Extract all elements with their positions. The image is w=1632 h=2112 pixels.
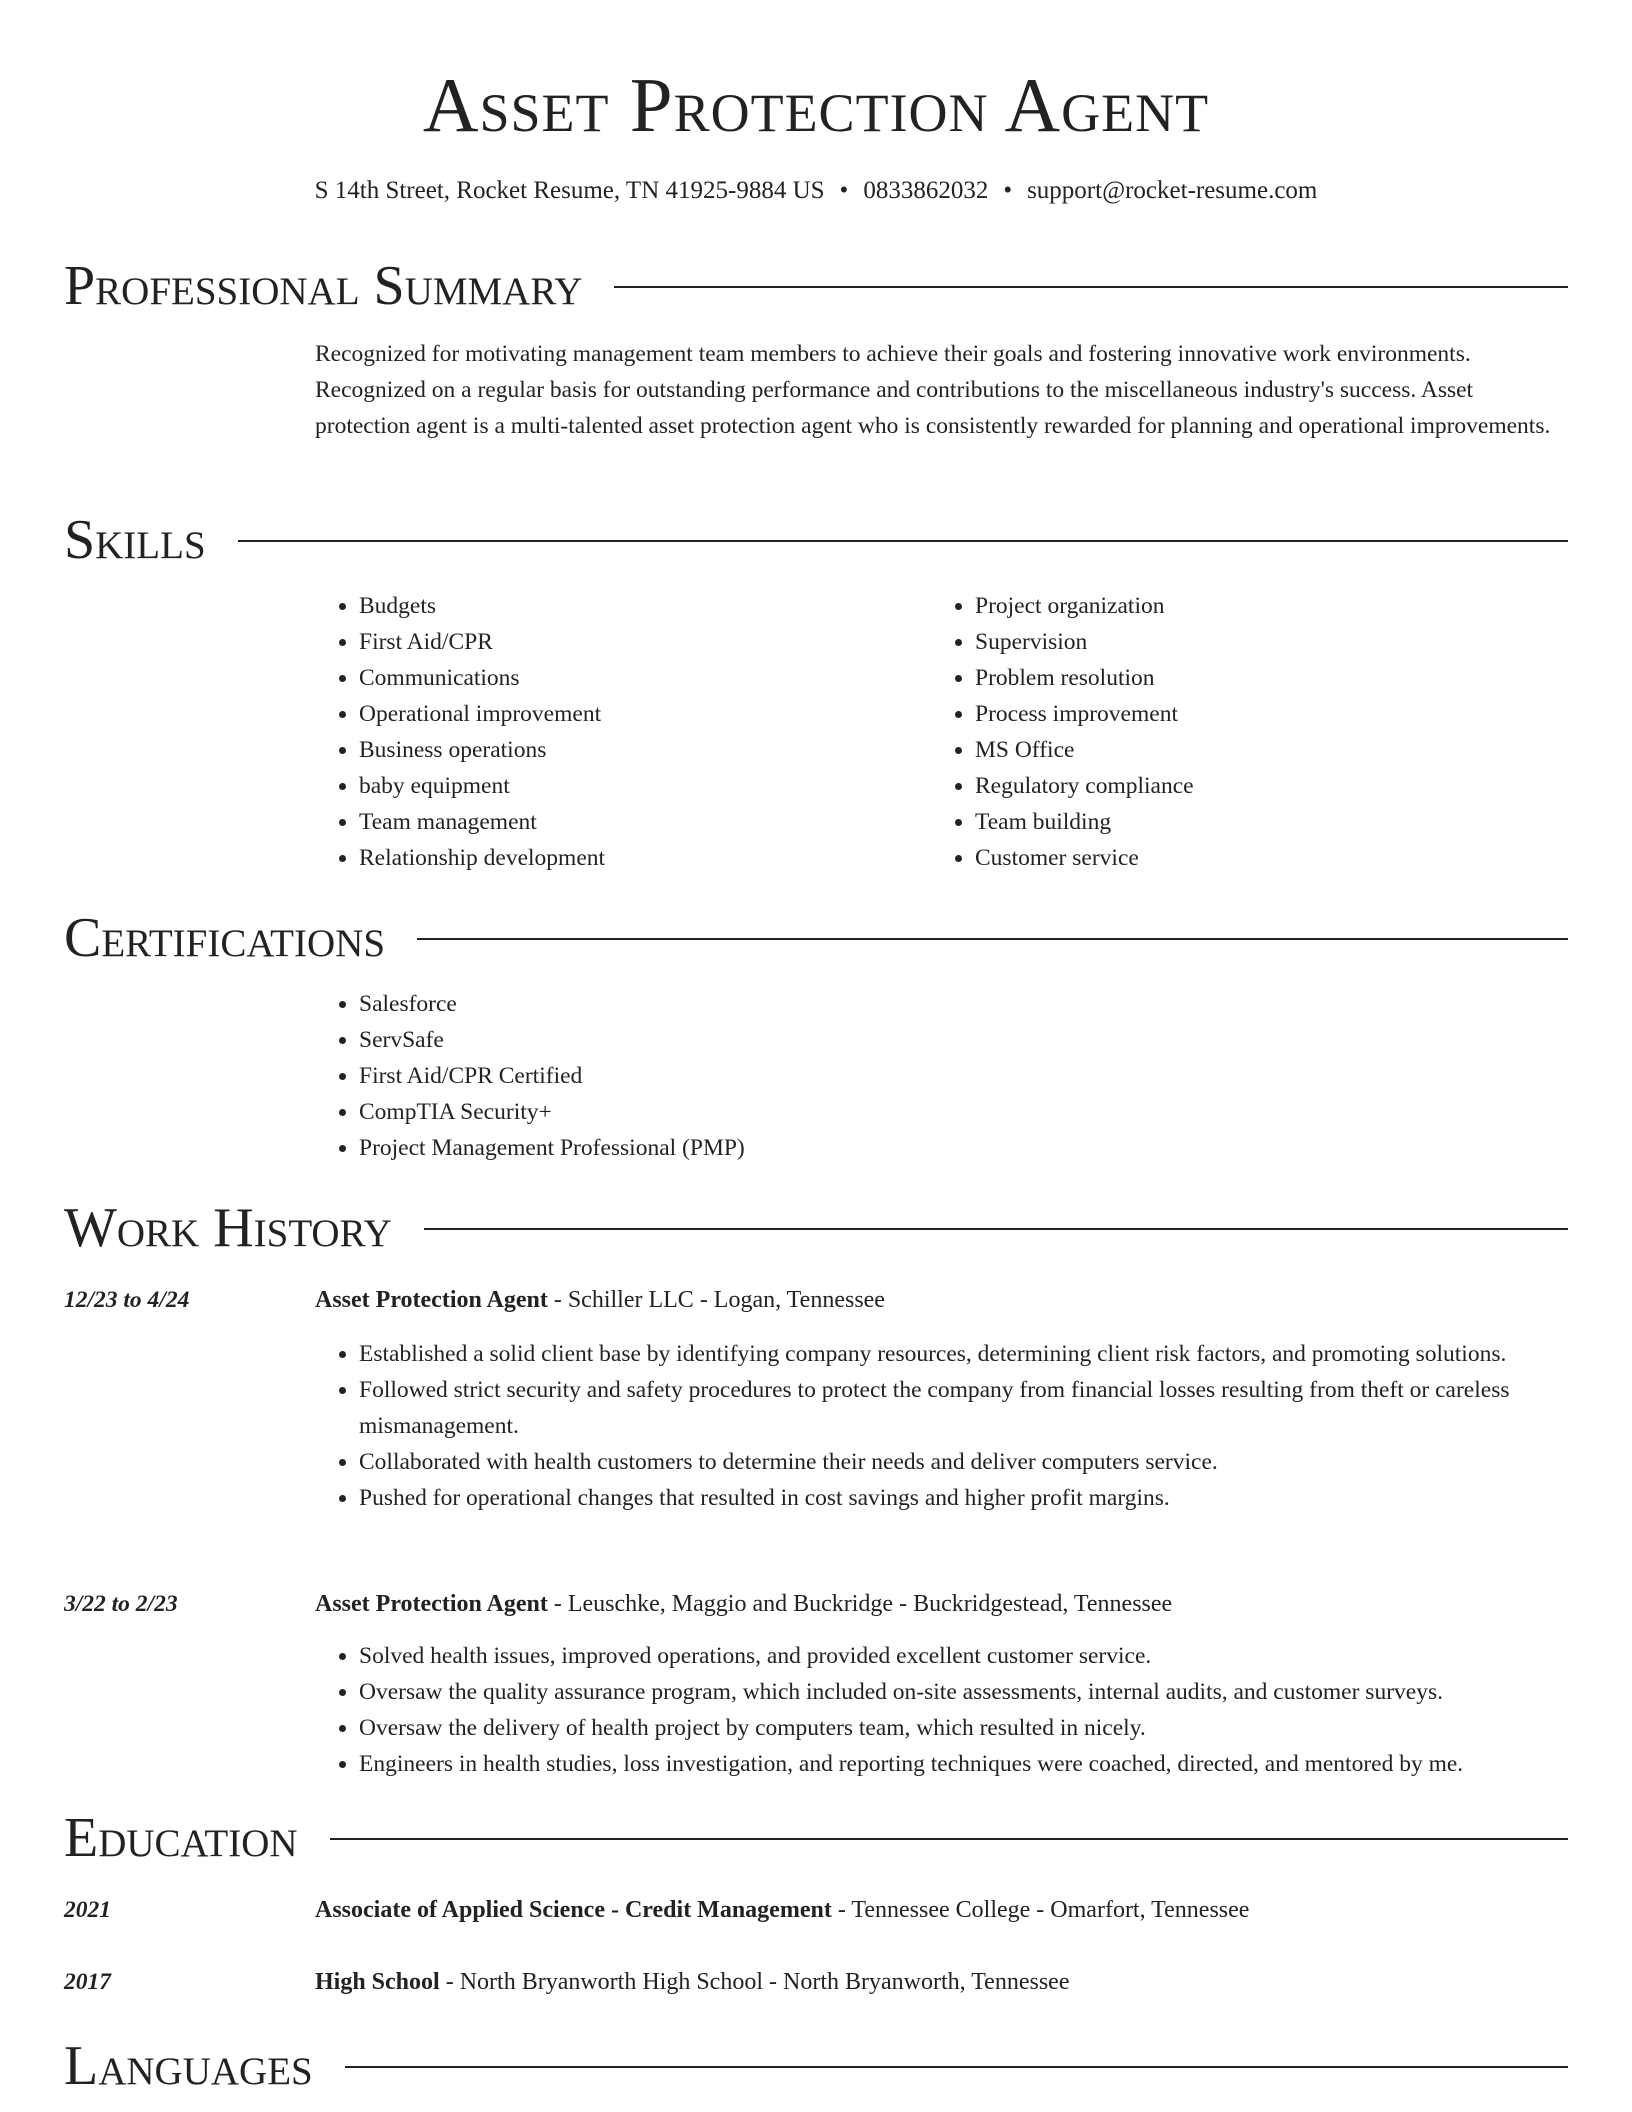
education-school: - North Bryanworth High School - North Bryanworth, Tennessee [439,1969,1070,1995]
skill-item: • Project organization [975,588,1547,624]
skill-item: • Team management [359,804,931,840]
section-header-summary [64,256,1568,316]
section-header-work-history [64,1198,1568,1258]
contact-line [0,176,1632,206]
certification-item: • Project Management Professional (PMP) [359,1130,1568,1166]
skill-item: • Problem resolution [975,660,1547,696]
section-title: Languages [64,2035,313,2097]
section-rule [330,1838,1568,1840]
section-rule [424,1228,1568,1230]
education-degree: Associate of Applied Science - Credit Management [315,1897,832,1923]
education-entry [315,1964,1568,2000]
skill-item: • First Aid/CPR [359,624,931,660]
section-rule [614,286,1568,288]
education-entry [315,1892,1568,1928]
education-year: 2017 [64,1969,111,1995]
section-rule [238,540,1568,542]
contact-address: S 14th Street, Rocket Resume, TN 41925-9884 US [314,177,825,204]
education-degree: High School [315,1969,440,1995]
section-title: Professional Summary [64,255,583,317]
skill-item: • Process improvement [975,696,1547,732]
job-bullet: • Oversaw the quality assurance program, which included on-site assessments, internal audits, and customer surveys. [359,1674,1568,1710]
job-bullet: • Established a solid client base by identifying company resources, determining client risk factors, and promoting solutions. [359,1336,1568,1372]
job-employer: - Schiller LLC - Logan, Tennessee [547,1287,885,1313]
skill-item: • Team building [975,804,1547,840]
job-heading [315,1586,1568,1622]
section-rule [417,938,1568,940]
contact-phone: 0833862032 [863,177,989,204]
section-header-skills [64,510,1568,570]
section-rule [345,2066,1568,2068]
skill-item: • baby equipment [359,768,931,804]
section-header-education [64,1808,1568,1868]
education-school: - Tennessee College - Omarfort, Tennessee [831,1897,1250,1923]
contact-email: support@rocket-resume.com [1027,177,1318,204]
job-bullet: • Pushed for operational changes that resulted in cost savings and higher profit margins. [359,1480,1568,1516]
skill-item: • Supervision [975,624,1547,660]
skills-list [315,588,1568,876]
section-header-certifications [64,908,1568,968]
section-title: Skills [64,509,206,571]
skills-column-left [315,588,931,876]
certification-item: • ServSafe [359,1022,1568,1058]
job-bullet: • Followed strict security and safety procedures to protect the company from financial losses resulting from theft or careless mismanagement. [359,1372,1568,1444]
skills-column-right [931,588,1547,876]
skill-item: • Regulatory compliance [975,768,1547,804]
job-bullet: • Solved health issues, improved operations, and provided excellent customer service. [359,1638,1568,1674]
contact-separator: • [839,177,849,204]
certification-item: • Salesforce [359,986,1568,1022]
job-dates: 3/22 to 2/23 [64,1591,178,1617]
education-year: 2021 [64,1897,111,1923]
contact-separator: • [1003,177,1013,204]
section-title: Education [64,1807,298,1869]
skill-item: • Customer service [975,840,1547,876]
job-bullets [315,1638,1568,1782]
certification-item: • First Aid/CPR Certified [359,1058,1568,1094]
summary-text: Recognized for motivating management team members to achieve their goals and fostering innovative work environments. Recognized on a regular basis for outstanding performance and contributions to the miscellaneous industry's success. Asset protection agent is a multi-talented asset protection agent who is consistently rewarded for planning and operational improvements. [315,341,1551,439]
certifications-list [315,986,1568,1166]
job-heading [315,1282,1568,1318]
skill-item: • MS Office [975,732,1547,768]
job-bullet: • Oversaw the delivery of health project by computers team, which resulted in nicely. [359,1710,1568,1746]
skill-item: • Relationship development [359,840,931,876]
section-header-languages [64,2036,1568,2096]
skill-item: • Operational improvement [359,696,931,732]
job-dates: 12/23 to 4/24 [64,1287,190,1313]
job-bullets [315,1336,1568,1516]
skill-item: • Business operations [359,732,931,768]
job-employer: - Leuschke, Maggio and Buckridge - Buckridgestead, Tennessee [547,1591,1173,1617]
skill-item: • Communications [359,660,931,696]
section-title: Certifications [64,907,386,969]
resume-name: Asset Protection Agent [422,62,1210,148]
certification-item: • CompTIA Security+ [359,1094,1568,1130]
job-title: Asset Protection Agent [315,1591,548,1617]
job-bullet: • Engineers in health studies, loss investigation, and reporting techniques were coached, directed, and mentored by me. [359,1746,1568,1782]
section-title: Work History [64,1197,392,1259]
job-bullet: • Collaborated with health customers to determine their needs and deliver computers service. [359,1444,1568,1480]
skill-item: • Budgets [359,588,931,624]
job-title: Asset Protection Agent [315,1287,548,1313]
